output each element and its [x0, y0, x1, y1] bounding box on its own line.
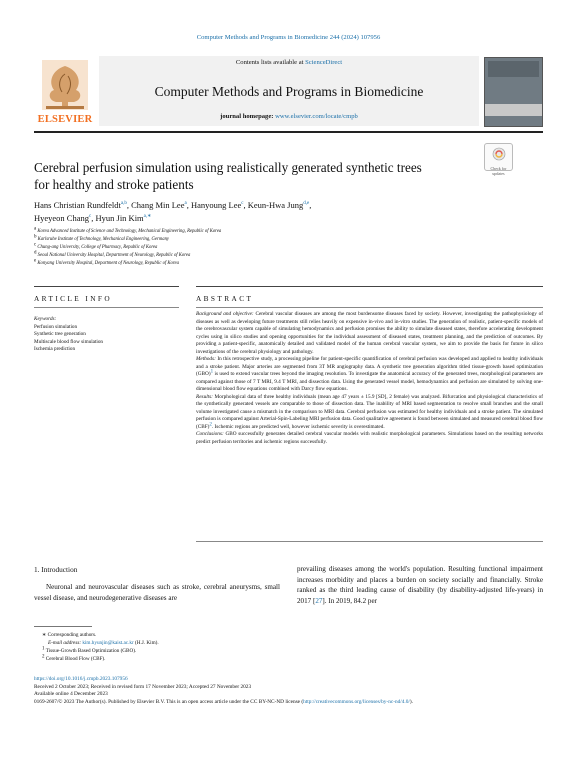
- introduction-right-column: prevailing diseases among the world's population. Resulting functional impairment increases morbidity and places a burden on society socially and financially. Stroke ranked as the third leading cause of disability (by disability-adjusted life-years) in 2017 [27]. In 2019, 84.2 per: [297, 565, 543, 605]
- license-link[interactable]: http://creativecommons.org/licenses/by-nc-nd/4.0/: [303, 698, 410, 705]
- introduction-left-column: Neuronal and neurovascular diseases such as stroke, cerebral aneurysms, small vessel disease, and neurodegenerative diseases are: [34, 583, 280, 602]
- publisher-wordmark: ELSEVIER: [37, 114, 93, 125]
- footnote-rule: [34, 626, 92, 627]
- abstract-results: Results: Morphological data of three healthy individuals (mean age 47 years ± 15.9 [SD], 2 female) was analyzed. Bifurcation and physiological characteristics of the synthetically generated vessels are comparable to those of dissection data. The inability of MRI based segmentation to resolve small branches and the small volume investigated cause a mismatch in the comparison to MRI data. Cerebral perfusion was estimated for healthy individuals and a stroke patient. The simulated perfusion is compared against Arterial-Spin-Labeling MRI perfusion data. Good qualitative agreement is found between simulated and measured cerebral blood flow (CBF)$^2$. Ischemic regions are predicted well, however ischemic severity is overestimated.: [196, 393, 543, 430]
- author-name[interactable]: Keun-Hwa Jung: [247, 200, 304, 210]
- keyword: Multiscale blood flow simulation: [34, 338, 104, 345]
- contents-line: Contents lists available at ScienceDirect: [235, 59, 343, 66]
- sciencedirect-link[interactable]: ScienceDirect: [305, 59, 343, 66]
- doi-block: https://doi.org/10.1016/j.cmpb.2023.107956 Received 2 October 2023; Received in revised form 17 November 2023; Accepted 27 November 2023 Available online 4 December 2023 0169-2607/© 2023 The Author(s). Published by Elsevier B.V. This is an open access article under the CC BY-NC-ND license (http://creativecommons.org/licenses/by-nc-nd/4.0/).: [34, 676, 413, 705]
- author-name[interactable]: Hyeyeon Chang: [34, 212, 90, 223]
- keyword: Synthetic tree generation: [34, 331, 86, 337]
- author-name[interactable]: Hans Christian Rundfeldt: [34, 200, 121, 210]
- abstract-end-rule: [196, 541, 543, 542]
- abstract-background: Background and objective: Cerebral vascular diseases are among the most burdensome diseases faced by society. However, investigating the pathophysiology of diseases as well as developing future treatments still relies heavily on expensive in-vivo and in-vitro studies. The generation of realistic, patient-specific models of the cerebrovascular system capable of simulating hemodynamics and perfusion promises the ability to simulate diseased states, therefore accelerating development cycles using in silico studies and opening opportunities for the individual assessment of diseased states, treatment planning, and the prediction of outcomes. By providing a patient-specific, anatomically detailed and validated model of the human cerebral vascular system, we aim to provide the basis for future in silico investigations of the cerebral physiology and pathology.: [196, 311, 543, 355]
- affiliations: $^a$ Korea Advanced Institute of Science and Technology, Mechanical Engineering, Republic of Korea $^b$ Karlsruhe Institute of Technology, Mechanical Engineering, Germany $^c$ Chung-ang University, College of Pharmacy, Republic of Korea $^d$ Seoul National University Hospital, Department of Neurology, Republic of Korea $^e$ Konyang University Hospital, Department of Neurology, Republic of Korea: [34, 226, 222, 266]
- article-info-subrule: [34, 307, 179, 308]
- journal-reference[interactable]: Computer Methods and Programs in Biomedicine 244 (2024) 107956: [196, 34, 381, 41]
- journal-title: Computer Methods and Programs in Biomedicine: [154, 84, 424, 99]
- author-name[interactable]: Hyun Jin Kim: [95, 212, 144, 223]
- citation-link[interactable]: 27: [315, 596, 323, 605]
- doi-link[interactable]: https://doi.org/10.1016/j.cmpb.2023.107956: [34, 676, 128, 682]
- check-for-updates-badge[interactable]: [484, 143, 513, 176]
- abstract-heading: ABSTRACT: [196, 294, 254, 303]
- article-info-rule: [34, 286, 179, 287]
- homepage-link[interactable]: www.elsevier.com/locate/cmpb: [275, 113, 358, 120]
- keyword: Perfusion simulation: [34, 323, 78, 330]
- update-icon: [492, 147, 506, 161]
- abstract-methods: Methods: In this retrospective study, a processing pipeline for patient-specific quantification of cerebral perfusion was developed and applied to healthy individuals and a stroke patient. Major arteries are segmented from 3T MR angiography data. A synthetic tree generation algorithm titled tissue-growth based optimization (GBO)$^1$ is used to extend vascular trees beyond the imaging resolution. To investigate the anatomical accuracy of the generated trees, morphological parameters are compared against those of 7 T MRI, 9.4 T MRI, and dissection data. Using the generated vessel model, hemodynamics and perfusion are simulated by solving one-dimensional blood flow equations combined with Darcy flow equations.: [196, 356, 543, 393]
- header-rule: [34, 131, 543, 133]
- author-name[interactable]: Hanyoung Lee: [190, 200, 242, 210]
- article-info-heading: ARTICLE INFO: [34, 294, 113, 303]
- footnotes: ∗ Corresponding authors. E-mail address: kim.hyunjin@kaist.ac.kr (H.J. Kim). $^1$ Tissue-Growth Based Optimization (GBO). $^2$ Cerebral Blood Flow (CBF).: [42, 632, 159, 663]
- abstract-conclusions: Conclusions: GBO successfully generates detailed cerebral vascular models with realistic morphological parameters. Simulations based on the resulting networks predict perfusion territories and ischemic regions successfully.: [196, 431, 543, 445]
- journal-cover-image: [484, 57, 543, 127]
- introduction-heading: 1. Introduction: [34, 565, 78, 574]
- email-link[interactable]: kim.hyunjin@kaist.ac.kr: [82, 640, 134, 647]
- author-list: Hans Christian Rundfeldt$^{a,b}$, Chang Min Lee$^a$, Hanyoung Lee$^c$, Keun-Hwa Jung$^{d,e}$, Hyeyeon Chang$^c$, Hyun Jin Kim$^{a,∗}$: [34, 200, 312, 223]
- abstract-body: [196, 311, 543, 446]
- abstract-rule: [196, 286, 543, 287]
- keywords-block: Keywords: Perfusion simulation Synthetic tree generation Multiscale blood flow simulation Ischemia prediction: [34, 316, 179, 354]
- paper-title: Cerebral perfusion simulation using realistically generated synthetic trees for healthy and stroke patients: [34, 160, 422, 192]
- badge-text: Check for updates: [490, 166, 507, 176]
- keyword: Ischemia prediction: [34, 346, 76, 352]
- author-name[interactable]: Chang Min Lee: [131, 200, 185, 210]
- abstract-subrule: [196, 307, 543, 308]
- homepage-line: journal homepage: www.elsevier.com/locate/cmpb: [220, 113, 358, 120]
